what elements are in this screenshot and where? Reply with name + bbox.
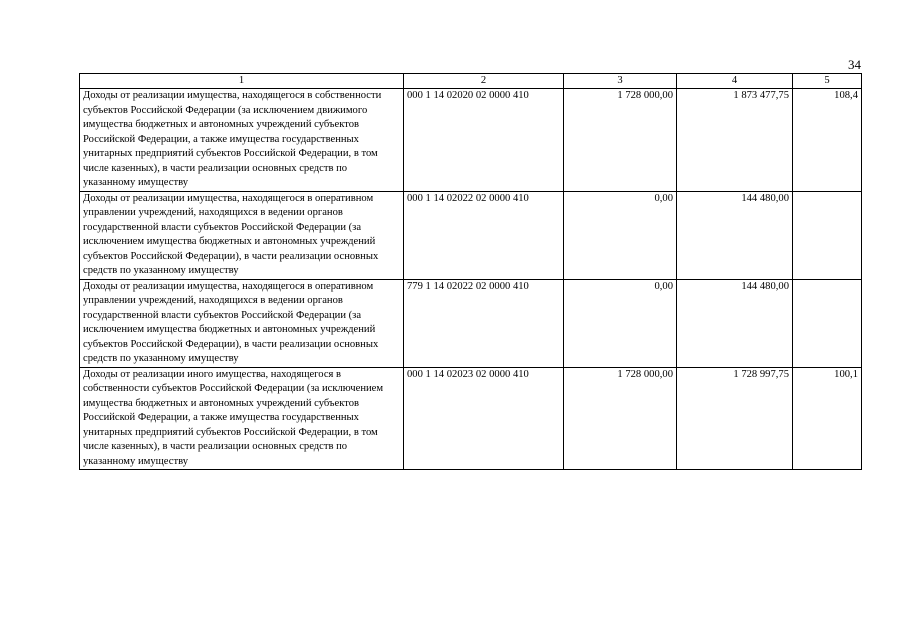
actual-amount: 144 480,00 [677, 191, 793, 279]
column-header-5: 5 [793, 74, 862, 89]
revenue-table [79, 73, 862, 470]
actual-amount: 1 873 477,75 [677, 89, 793, 192]
actual-amount: 1 728 997,75 [677, 367, 793, 470]
column-header-2: 2 [404, 74, 564, 89]
planned-amount: 0,00 [564, 191, 677, 279]
planned-amount: 1 728 000,00 [564, 89, 677, 192]
planned-amount: 0,00 [564, 279, 677, 367]
page-number: 34 [848, 57, 861, 72]
execution-percent [793, 191, 862, 279]
budget-code: 000 1 14 02023 02 0000 410 [404, 367, 564, 470]
column-header-4: 4 [677, 74, 793, 89]
planned-amount: 1 728 000,00 [564, 367, 677, 470]
execution-percent: 100,1 [793, 367, 862, 470]
table-row [80, 89, 862, 192]
income-description: Доходы от реализации имущества, находящегося в оперативном управлении учреждений, находящихся в ведении органов государственной власти субъектов Российской Федерации (за исключением имущества бюджетных и автономных учреждений субъектов Российской Федерации), в части реализации основных средств по указанному имуществу [80, 279, 404, 367]
table-header-row [80, 74, 862, 89]
table-row [80, 279, 862, 367]
table-row [80, 367, 862, 470]
income-description: Доходы от реализации иного имущества, находящегося в собственности субъектов Российской Федерации (за исключением имущества бюджетных и автономных учреждений субъектов Российской Федерации, а также имущества государственных унитарных предприятий субъектов Российской Федерации, в том числе казенных), в части реализации основных средств по указанному имуществу [80, 367, 404, 470]
execution-percent [793, 279, 862, 367]
budget-code: 000 1 14 02020 02 0000 410 [404, 89, 564, 192]
column-header-1: 1 [80, 74, 404, 89]
budget-code: 000 1 14 02022 02 0000 410 [404, 191, 564, 279]
execution-percent: 108,4 [793, 89, 862, 192]
actual-amount: 144 480,00 [677, 279, 793, 367]
income-description: Доходы от реализации имущества, находящегося в оперативном управлении учреждений, находящихся в ведении органов государственной власти субъектов Российской Федерации (за исключением имущества бюджетных и автономных учреждений субъектов Российской Федерации), в части реализации основных средств по указанному имуществу [80, 191, 404, 279]
budget-code: 779 1 14 02022 02 0000 410 [404, 279, 564, 367]
column-header-3: 3 [564, 74, 677, 89]
income-description: Доходы от реализации имущества, находящегося в собственности субъектов Российской Федерации (за исключением движимого имущества бюджетных и автономных учреждений субъектов Российской Федерации, а также имущества государственных унитарных предприятий субъектов Российской Федерации, в том числе казенных), в части реализации основных средств по указанному имуществу [80, 89, 404, 192]
table-row [80, 191, 862, 279]
